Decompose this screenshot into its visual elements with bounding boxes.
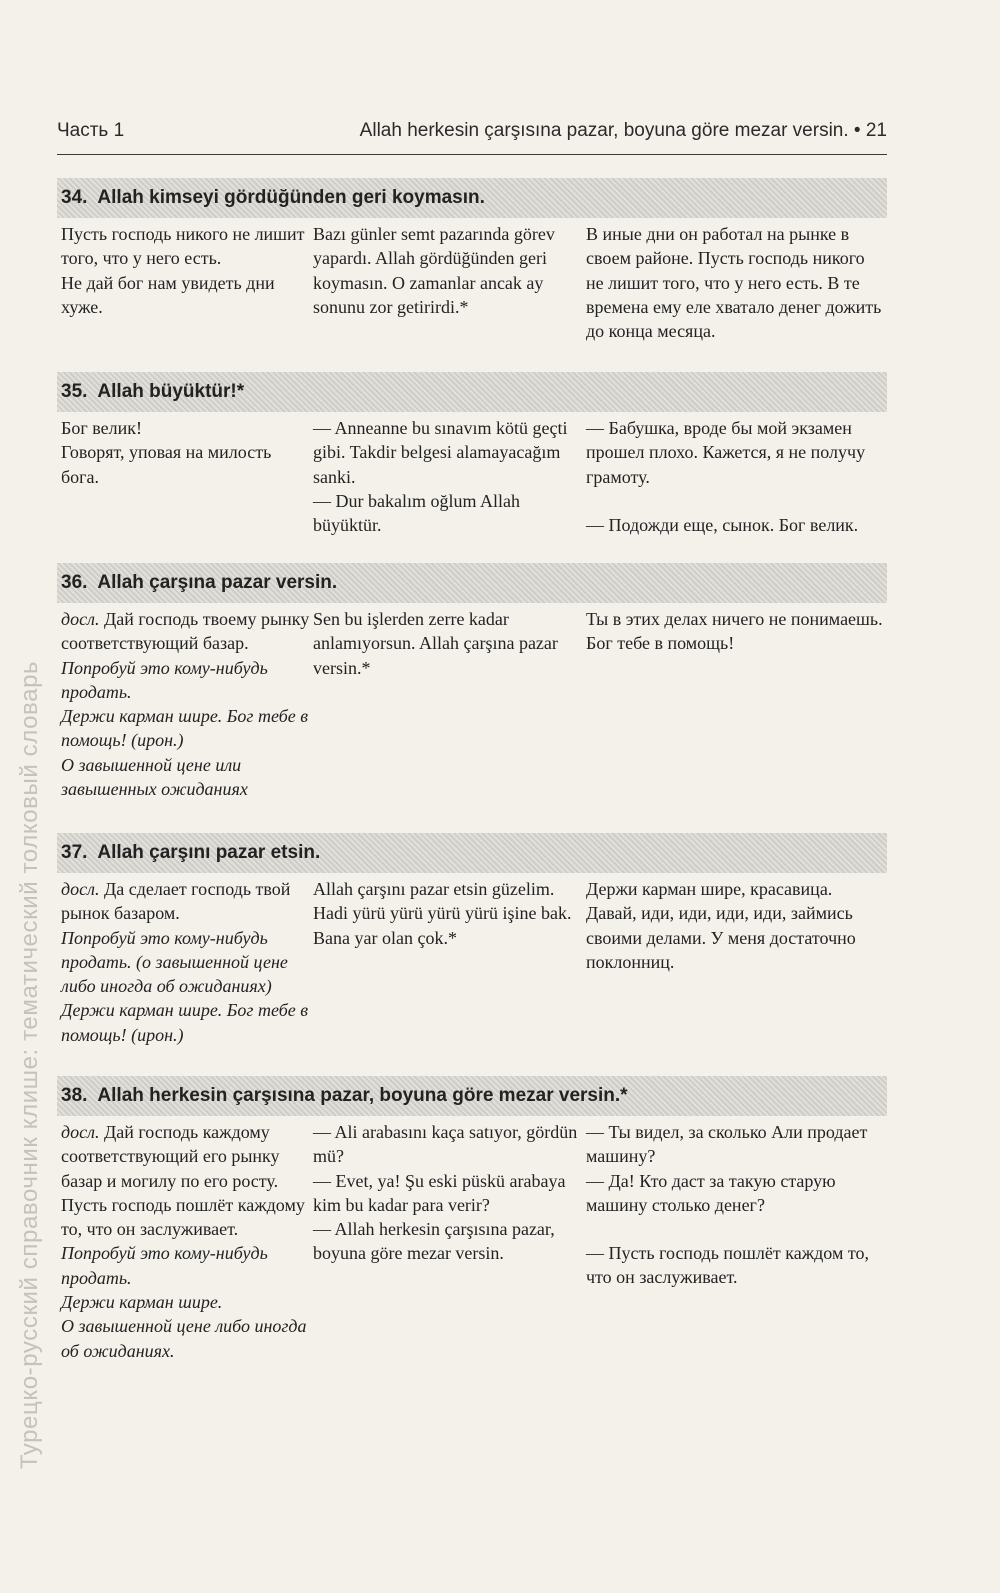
meaning-column (61, 607, 311, 801)
example-text: — Anneanne bu sınavım kötü geçti gibi. Takdir belgesi alamayacağım sanki. (313, 418, 568, 487)
meaning-italic: Держи карман шире. Бог тебе в помощь! (ирон.) (61, 1000, 309, 1045)
meaning-italic: Держи карман шире. Бог тебе в помощь! (ирон.) (61, 706, 309, 751)
entry-heading (57, 372, 887, 412)
russian-translation (586, 877, 886, 974)
meaning-italic: О завышенной цене либо иногда об ожиданиях. (61, 1316, 307, 1361)
meaning-column (61, 877, 311, 1047)
meaning-text: Пусть господь пошлёт каждому то, что он заслуживает. (61, 1194, 305, 1240)
meaning-column (61, 1120, 311, 1363)
meaning-text: Говорят, уповая на милость бога. (61, 442, 272, 487)
translation-text: — Да! Кто даст за такую старую машину столько денег? (586, 1170, 836, 1215)
turkish-example (313, 222, 585, 319)
russian-translation (586, 222, 886, 343)
header-title: Allah herkesin çarşısına pazar, boyuna göre mezar versin. • 21 (359, 120, 887, 141)
translation-text: Ты в этих делах ничего не понимаешь. Бог тебе в помощь! (586, 609, 883, 654)
part-label: Часть 1 (57, 120, 125, 141)
entry-heading (57, 1076, 887, 1116)
turkish-example (313, 877, 585, 950)
meaning-italic: Попробуй это кому-нибудь продать. (61, 657, 268, 702)
literal-text: Дай господь твоему рынку соответствующий базар. (61, 609, 310, 654)
meaning-text: Не дай бог нам увидеть дни хуже. (61, 272, 275, 317)
meaning-italic: Держи карман шире. (61, 1292, 223, 1313)
example-text: Sen bu işlerden zerre kadar anlamıyorsun. Allah çarşına pazar versin.* (313, 609, 558, 678)
literal-marker: досл. (61, 879, 100, 899)
translation-text: Держи карман шире, красавица. Давай, иди, иди, иди, иди, займись своими делами. У меня достаточно поклонниц. (586, 879, 856, 972)
meaning-text: Пусть господь никого не лишит того, что у него есть. (61, 224, 305, 269)
translation-text: — Бабушка, вроде бы мой экзамен прошел плохо. Кажется, я не получу грамоту. (586, 418, 866, 487)
russian-translation (586, 1120, 886, 1290)
example-text: Allah çarşını pazar etsin güzelim. Hadi yürü yürü yürü yürü işine bak. Bana yar olan çok.* (313, 879, 572, 948)
meaning-text (61, 1120, 311, 1193)
entry-heading (57, 833, 887, 873)
entry-phrase: Allah büyüktür!* (97, 381, 245, 402)
example-text: Bazı günler semt pazarında görev yapardı. Allah gördüğünden geri koymasın. O zamanlar ancak ay sonunu zor getirirdi.* (313, 224, 555, 317)
meaning-text (61, 877, 311, 926)
meaning-column (61, 416, 311, 489)
translation-text: — Подожди еще, сынок. Бог велик. (586, 514, 859, 535)
entry-heading (57, 178, 887, 218)
literal-text: Дай господь каждому соответствующий его рынку базар и могилу по его росту. (61, 1122, 280, 1191)
translation-text: — Ты видел, за сколько Али продает машину? (586, 1122, 868, 1167)
entry-number: 36. (61, 572, 88, 593)
entry-number: 34. (61, 187, 88, 208)
entry-number: 35. (61, 381, 88, 402)
entry-number: 38. (61, 1085, 88, 1106)
literal-marker: досл. (61, 609, 100, 629)
meaning-column (61, 222, 311, 319)
running-header (57, 118, 887, 155)
example-text: — Allah herkesin çarşısına pazar, boyuna göre mezar versin. (313, 1219, 555, 1264)
translation-text: В иные дни он работал на рынке в своем районе. Пусть господь никого не лишит того, что у него есть. В те времена ему еле хватало денег дожить до конца месяца. (586, 224, 882, 342)
translation-text: — Пусть господь пошлёт каждом то, что он заслуживает. (586, 1243, 869, 1288)
entry-number: 37. (61, 842, 88, 863)
example-text: — Dur bakalım oğlum Allah büyüktür. (313, 490, 520, 536)
entry-phrase: Allah çarşını pazar etsin. (97, 842, 321, 863)
meaning-italic: О завышенной цене или завышенных ожиданиях (61, 754, 248, 800)
turkish-example (313, 416, 585, 537)
russian-translation (586, 607, 886, 656)
meaning-italic: Попробуй это кому-нибудь продать. (о завышенной цене либо иногда об ожиданиях) (61, 927, 288, 997)
example-text: — Evet, ya! Şu eski püskü arabaya kim bu kadar para verir? (313, 1170, 566, 1215)
turkish-example (313, 1120, 585, 1266)
literal-marker: досл. (61, 1122, 100, 1142)
meaning-text: Бог велик! (61, 418, 142, 438)
meaning-italic: Попробуй это кому-нибудь продать. (61, 1243, 268, 1288)
example-text: — Ali arabasını kaça satıyor, gördün mü? (313, 1122, 578, 1167)
meaning-text (61, 607, 311, 656)
side-book-title: Турецко-русский справочник клише: тематический толковый словарь (16, 660, 43, 1470)
literal-text: Да сделает господь твой рынок базаром. (61, 879, 291, 924)
turkish-example (313, 607, 585, 680)
entry-phrase: Allah çarşına pazar versin. (97, 572, 338, 593)
entry-heading (57, 563, 887, 603)
entry-phrase: Allah kimseyi gördüğünden geri koymasın. (97, 187, 485, 208)
russian-translation (586, 416, 886, 537)
entry-phrase: Allah herkesin çarşısına pazar, boyuna göre mezar versin.* (97, 1085, 628, 1106)
